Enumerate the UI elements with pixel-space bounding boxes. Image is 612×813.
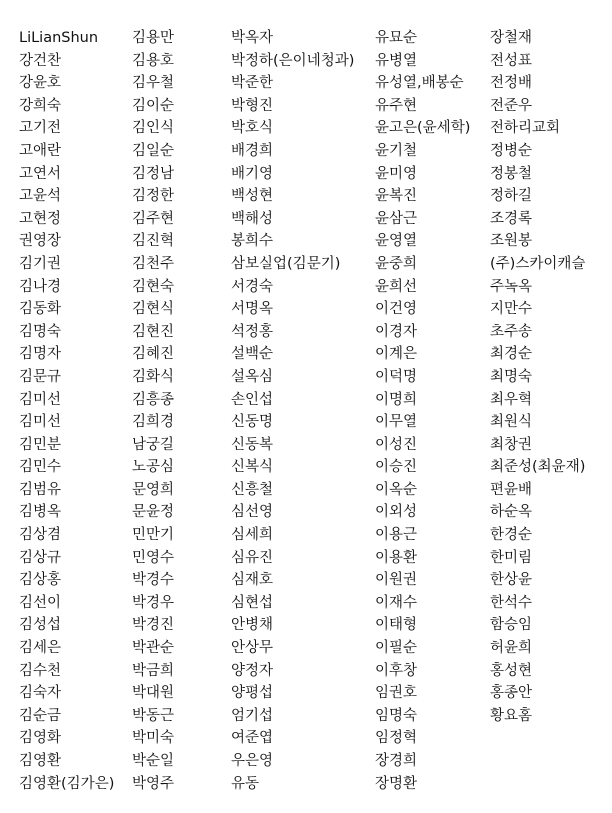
- name-entry: 장철재: [490, 30, 533, 46]
- name-entry: 이덕명: [375, 368, 418, 385]
- name-entry: 홍성현: [490, 662, 533, 679]
- name-entry: 한석수: [490, 594, 533, 611]
- name-entry: 유성열,배봉순: [375, 75, 464, 92]
- name-entry: 강건찬: [19, 52, 62, 69]
- name-entry: 최원식: [490, 414, 533, 431]
- name-entry: 이재수: [375, 594, 418, 611]
- name-entry: 김나경: [19, 278, 62, 295]
- name-entry: 이경자: [375, 323, 418, 340]
- name-entry: 한미림: [490, 549, 533, 566]
- name-entry: 정병순: [490, 142, 533, 159]
- name-entry: 이건영: [375, 301, 418, 318]
- name-entry: 조경록: [490, 210, 533, 227]
- name-entry: 김세은: [19, 640, 62, 657]
- name-entry: 지만수: [490, 301, 533, 318]
- name-entry: 심세희: [231, 527, 274, 544]
- name-entry: 정봉철: [490, 165, 533, 182]
- name-entry: 김상규: [19, 549, 62, 566]
- name-entry: 민만기: [132, 527, 175, 544]
- name-entry: 유병열: [375, 52, 418, 69]
- name-entry: 윤복진: [375, 188, 418, 205]
- name-entry: 김문규: [19, 368, 62, 385]
- name-entry: 김명자: [19, 346, 62, 363]
- name-entry: 이필순: [375, 640, 418, 657]
- name-entry: 고애란: [19, 142, 62, 159]
- name-entry: 박경수: [132, 572, 175, 589]
- name-entry: 김희경: [132, 414, 175, 431]
- name-entry: 심유진: [231, 549, 274, 566]
- name-entry: 장명환: [375, 775, 418, 792]
- name-entry: 문영희: [132, 481, 175, 498]
- name-entry: 김용만: [132, 30, 175, 46]
- name-entry: 한경순: [490, 527, 533, 544]
- name-entry: 장경희: [375, 753, 418, 769]
- name-entry: 신동복: [231, 436, 274, 453]
- name-entry: LiLianShun: [19, 30, 99, 46]
- name-entry: 김숙자: [19, 685, 62, 702]
- name-entry: 배경희: [231, 142, 274, 159]
- name-entry: 윤희선: [375, 278, 418, 295]
- name-entry: 윤고은(윤세학): [375, 120, 471, 137]
- name-entry: 강윤호: [19, 75, 62, 92]
- name-entry: 이성진: [375, 436, 418, 453]
- name-entry: 박형진: [231, 97, 274, 114]
- name-entry: 김미선: [19, 414, 62, 431]
- name-entry: 허윤희: [490, 640, 533, 657]
- name-entry: 김범유: [19, 481, 62, 498]
- name-entry: 유묘순: [375, 30, 418, 46]
- name-entry: 박옥자: [231, 30, 274, 46]
- name-entry: 김현진: [132, 323, 175, 340]
- name-entry: 김천주: [132, 255, 175, 272]
- name-entry: 김명숙: [19, 323, 62, 340]
- name-entry: 고현정: [19, 210, 62, 227]
- name-entry: 임권호: [375, 685, 418, 702]
- name-entry: 김현숙: [132, 278, 175, 295]
- name-entry: 김주현: [132, 210, 175, 227]
- name-entry: 이용환: [375, 549, 418, 566]
- name-entry: 이무열: [375, 414, 418, 431]
- name-entry: 신흥철: [231, 481, 274, 498]
- name-entry: 박동근: [132, 707, 175, 724]
- name-entry: 우은영: [231, 753, 274, 769]
- name-entry: 삼보실업(김문기): [231, 255, 341, 272]
- name-entry: 김이순: [132, 97, 175, 114]
- name-entry: 임정혁: [375, 730, 418, 747]
- name-entry: 문윤정: [132, 504, 175, 521]
- name-entry: 주녹옥: [490, 278, 533, 295]
- name-entry: 봉희수: [231, 233, 274, 250]
- name-entry: 김기권: [19, 255, 62, 272]
- name-entry: 이원권: [375, 572, 418, 589]
- name-entry: 김일순: [132, 142, 175, 159]
- name-entry: 김혜진: [132, 346, 175, 363]
- name-entry: 김성섭: [19, 617, 62, 634]
- name-entry: 전준우: [490, 97, 533, 114]
- name-entry: 이승진: [375, 459, 418, 476]
- name-entry: 김상겸: [19, 527, 62, 544]
- name-entry: 김영환: [19, 753, 62, 769]
- name-entry: 김미선: [19, 391, 62, 408]
- name-column-1: [19, 27, 114, 795]
- name-entry: 편윤배: [490, 481, 533, 498]
- name-entry: 홍종안: [490, 685, 533, 702]
- name-entry: 전하리교회: [490, 120, 561, 137]
- name-column-5: [490, 27, 585, 727]
- name-entry: 심선영: [231, 504, 274, 521]
- name-entry: 박대원: [132, 685, 175, 702]
- name-entry: 설백순: [231, 346, 274, 363]
- name-column-2: [132, 27, 174, 795]
- name-entry: 전정배: [490, 75, 533, 92]
- name-entry: 고윤석: [19, 188, 62, 205]
- name-entry: 김수천: [19, 662, 62, 679]
- name-entry: 정하길: [490, 188, 533, 205]
- name-entry: 이후창: [375, 662, 418, 679]
- name-entry: 안병채: [231, 617, 274, 634]
- name-entry: 설옥심: [231, 368, 274, 385]
- name-entry: 이태형: [375, 617, 418, 634]
- name-entry: 심현섭: [231, 594, 274, 611]
- name-entry: 김현식: [132, 301, 175, 318]
- name-entry: 여준엽: [231, 730, 274, 747]
- name-entry: 김용호: [132, 52, 175, 69]
- name-entry: 김진혁: [132, 233, 175, 250]
- name-entry: 함승임: [490, 617, 533, 634]
- name-entry: 이계은: [375, 346, 418, 363]
- name-entry: 김정한: [132, 188, 175, 205]
- name-entry: 김순금: [19, 707, 62, 724]
- name-column-3: [231, 27, 354, 795]
- name-entry: 윤삼근: [375, 210, 418, 227]
- name-entry: 조원봉: [490, 233, 533, 250]
- name-entry: 양정자: [231, 662, 274, 679]
- name-entry: 전성표: [490, 52, 533, 69]
- name-entry: 초주송: [490, 323, 533, 340]
- name-entry: 배기영: [231, 165, 274, 182]
- name-entry: 한상윤: [490, 572, 533, 589]
- name-entry: 박호식: [231, 120, 274, 137]
- name-entry: 김영화: [19, 730, 62, 747]
- name-entry: 박순일: [132, 753, 175, 769]
- name-entry: 김상홍: [19, 572, 62, 589]
- name-entry: 이옥순: [375, 481, 418, 498]
- name-entry: 윤미영: [375, 165, 418, 182]
- name-entry: 박관순: [132, 640, 175, 657]
- name-entry: 이용근: [375, 527, 418, 544]
- name-entry: 백해성: [231, 210, 274, 227]
- name-entry: 남궁길: [132, 436, 175, 453]
- name-entry: 박영주: [132, 775, 175, 792]
- name-entry: 최경순: [490, 346, 533, 363]
- name-entry: 서명옥: [231, 301, 274, 318]
- name-entry: 최우혁: [490, 391, 533, 408]
- name-entry: 양평섭: [231, 685, 274, 702]
- name-entry: 김흥종: [132, 391, 175, 408]
- name-entry: 임명숙: [375, 707, 418, 724]
- name-entry: 김화식: [132, 368, 175, 385]
- name-entry: 박준한: [231, 75, 274, 92]
- name-entry: 권영장: [19, 233, 62, 250]
- name-entry: 신동명: [231, 414, 274, 431]
- name-entry: 안상무: [231, 640, 274, 657]
- name-entry: 하순옥: [490, 504, 533, 521]
- name-entry: 김병옥: [19, 504, 62, 521]
- name-entry: 유동: [231, 775, 260, 792]
- name-entry: 노공심: [132, 459, 175, 476]
- name-entry: 김인식: [132, 120, 175, 137]
- name-entry: 박정하(은이네청과): [231, 52, 355, 69]
- name-entry: 최명숙: [490, 368, 533, 385]
- name-entry: 유주현: [375, 97, 418, 114]
- name-entry: 이명희: [375, 391, 418, 408]
- name-entry: 김민분: [19, 436, 62, 453]
- name-entry: 김선이: [19, 594, 62, 611]
- name-entry: 윤중희: [375, 255, 418, 272]
- name-entry: 백성현: [231, 188, 274, 205]
- name-entry: 서경숙: [231, 278, 274, 295]
- name-entry: 최창권: [490, 436, 533, 453]
- name-entry: 강희숙: [19, 97, 62, 114]
- name-entry: 윤영열: [375, 233, 418, 250]
- name-entry: 신복식: [231, 459, 274, 476]
- name-entry: 고기전: [19, 120, 62, 137]
- name-entry: 심재호: [231, 572, 274, 589]
- name-entry: 엄기섭: [231, 707, 274, 724]
- name-entry: (주)스카이캐슬: [490, 255, 586, 272]
- name-entry: 이외성: [375, 504, 418, 521]
- name-entry: 황요홈: [490, 707, 533, 724]
- name-entry: 김우철: [132, 75, 175, 92]
- name-entry: 고연서: [19, 165, 62, 182]
- name-entry: 박경우: [132, 594, 175, 611]
- name-entry: 김민수: [19, 459, 62, 476]
- name-entry: 손인섭: [231, 391, 274, 408]
- name-entry: 박금희: [132, 662, 175, 679]
- name-entry: 윤기철: [375, 142, 418, 159]
- name-column-4: [375, 27, 470, 795]
- name-entry: 박경진: [132, 617, 175, 634]
- name-entry: 민영수: [132, 549, 175, 566]
- name-entry: 김정남: [132, 165, 175, 182]
- name-entry: 박미숙: [132, 730, 175, 747]
- name-entry: 김영환(김가은): [19, 775, 115, 792]
- name-entry: 최준성(최윤재): [490, 459, 586, 476]
- name-entry: 석정홍: [231, 323, 274, 340]
- name-entry: 김동화: [19, 301, 62, 318]
